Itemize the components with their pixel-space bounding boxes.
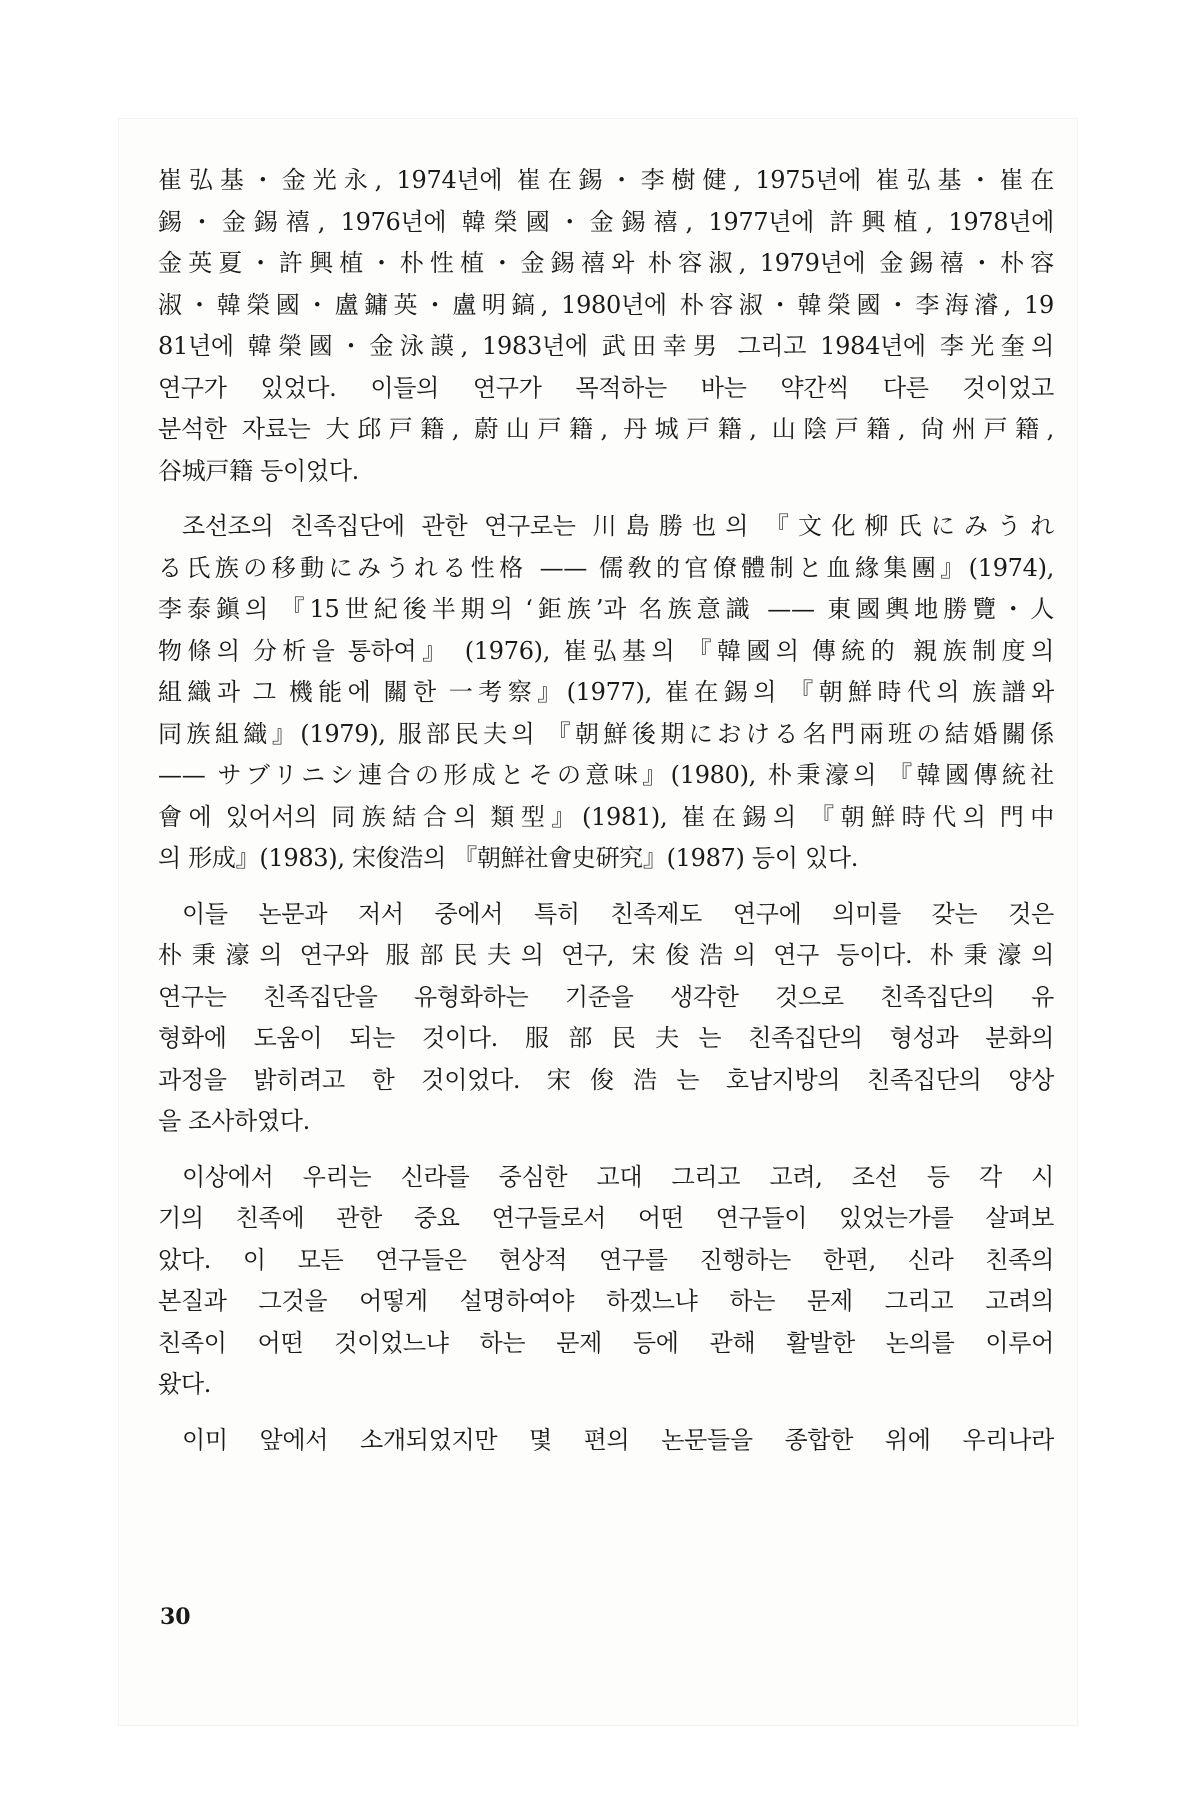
text-line: 의 形成』(1983), 宋俊浩의 『朝鮮社會史硏究』(1987) 등이 있다. [158,844,859,872]
text-line: 연구가 있었다. 이들의 연구가 목적하는 바는 약간씩 다른 것이었고 [158,373,1054,402]
text-line: 朴秉濠의 연구와 服部民夫의 연구, 宋俊浩의 연구 등이다. 朴秉濠의 [158,941,1054,969]
text-line: 친족이 어떤 것이었느냐 하는 문제 등에 관해 활발한 논의를 이루어 [158,1328,1054,1357]
paragraph-2 [158,506,1054,880]
text-line: 형화에 도움이 되는 것이다. 服部民夫는 친족집단의 형성과 분화의 [158,1024,1054,1052]
text-line: 物條의 分析을 통하여』 (1976), 崔弘基의 『韓國의 傳統的 親族制度의 [158,636,1054,665]
text-line: 이상에서 우리는 신라를 중심한 고대 그리고 고려, 조선 등 각 시 [182,1162,1054,1191]
text-line: 會에 있어서의 同族結合의 類型』(1981), 崔在錫의 『朝鮮時代의 門中 [158,802,1054,831]
paragraph-3 [158,894,1054,1143]
text-line: 과정을 밝히려고 한 것이었다. 宋俊浩는 호남지방의 친족집단의 양상 [158,1065,1054,1094]
text-line: 金英夏・許興植・朴性植・金錫禧와 朴容淑, 1979년에 金錫禧・朴容 [158,249,1054,277]
text-line: 이미 앞에서 소개되었지만 몇 편의 논문들을 종합한 위에 우리나라 [182,1425,1054,1454]
text-line: 조선조의 친족집단에 관한 연구로는 川島勝也의 『文化柳氏にみうれ [182,512,1054,540]
text-line: る氏族の移動にみうれる性格 —— 儒敎的官僚體制と血緣集團』(1974), [158,553,1054,582]
text-line: 왔다. [158,1370,212,1398]
text-line: 았다. 이 모든 연구들은 현상적 연구를 진행하는 한편, 신라 친족의 [158,1245,1054,1274]
text-line: 組織과 그 機能에 關한 一考察』(1977), 崔在錫의 『朝鮮時代의 族譜와 [158,678,1054,706]
text-line: 谷城戸籍 등이었다. [158,456,359,485]
body-text [158,160,1054,1461]
text-line: 을 조사하였다. [158,1107,310,1135]
paragraph-5 [158,1420,1054,1462]
text-line: —— サブリニシ連合の形成とその意味』(1980), 朴秉濠의 『韓國傳統社 [158,761,1054,789]
page-number: 30 [160,1604,191,1630]
text-line: 이들 논문과 저서 중에서 특히 친족제도 연구에 의미를 갖는 것은 [182,899,1054,928]
paragraph-1 [158,160,1054,492]
text-line: 기의 친족에 관한 중요 연구들로서 어떤 연구들이 있었는가를 살펴보 [158,1204,1054,1232]
text-line: 본질과 그것을 어떻게 설명하여야 하겠느냐 하는 문제 그리고 고려의 [158,1287,1054,1315]
paragraph-4 [158,1157,1054,1406]
text-line: 崔弘基・金光永, 1974년에 崔在錫・李樹健, 1975년에 崔弘基・崔在 [158,166,1054,194]
text-line: 同族組織』(1979), 服部民夫의 『朝鮮後期における名門兩班の結婚關係 [158,719,1054,748]
text-line: 錫・金錫禧, 1976년에 韓榮國・金錫禧, 1977년에 許興植, 1978년에 [158,207,1054,236]
text-line: 분석한 자료는 大邱戸籍, 蔚山戸籍, 丹城戸籍, 山陰戸籍, 尙州戸籍, [158,415,1054,443]
text-line: 81년에 韓榮國・金泳謨, 1983년에 武田幸男 그리고 1984년에 李光奎의 [158,332,1054,360]
text-line: 李泰鎭의 『15世紀後半期의 ‘鉅族’과 名族意識 —— 東國輿地勝覽・人 [158,595,1054,623]
text-line: 연구는 친족집단을 유형화하는 기준을 생각한 것으로 친족집단의 유 [158,982,1054,1011]
text-line: 淑・韓榮國・盧鏞英・盧明鎬, 1980년에 朴容淑・韓榮國・李海濬, 19 [158,290,1054,319]
